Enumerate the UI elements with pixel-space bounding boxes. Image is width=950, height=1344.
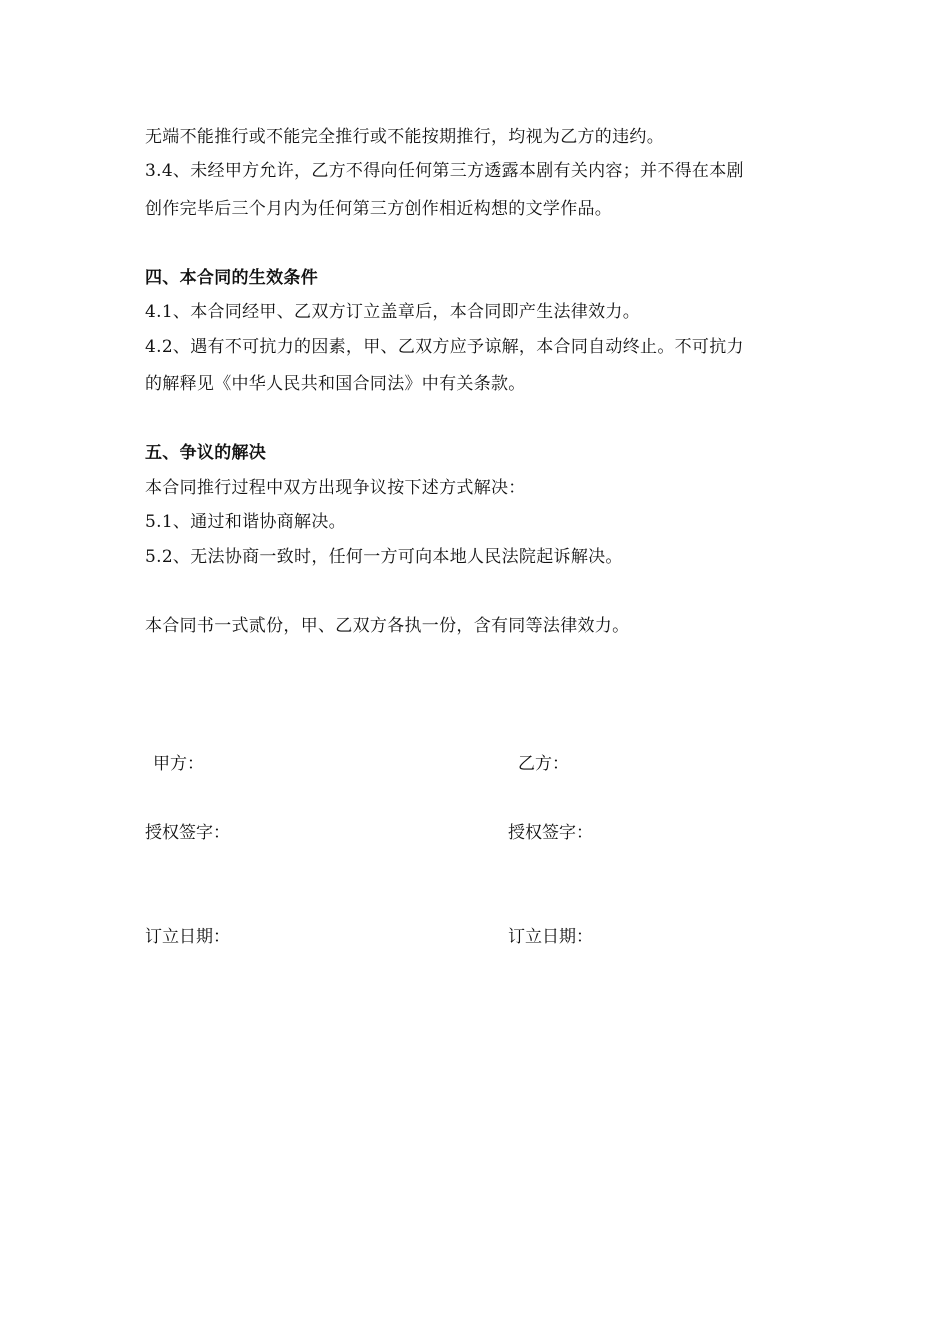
clause-5-1: 5.1、通过和谐协商解决。 xyxy=(145,512,346,532)
clause-5-2: 5.2、无法协商一致时，任何一方可向本地人民法院起诉解决。 xyxy=(145,547,623,567)
closing-statement: 本合同书一式贰份，甲、乙双方各执一份，含有同等法律效力。 xyxy=(145,616,630,636)
section5-intro: 本合同推行过程中双方出现争议按下述方式解决： xyxy=(145,478,526,498)
date-a-label: 订立日期： xyxy=(145,927,230,947)
date-b-label: 订立日期： xyxy=(508,927,593,947)
section3-line1: 无端不能推行或不能完全推行或不能按期推行，均视为乙方的违约。 xyxy=(145,127,664,147)
party-b-label: 乙方： xyxy=(518,754,569,774)
clause-3-4-line1: 3.4、未经甲方允许，乙方不得向任何第三方透露本剧有关内容；并不得在本剧 xyxy=(145,161,744,181)
section4-heading: 四、本合同的生效条件 xyxy=(145,268,318,288)
party-a-label: 甲方： xyxy=(153,754,204,774)
authorized-signature-b-label: 授权签字： xyxy=(508,823,593,843)
section5-heading: 五、争议的解决 xyxy=(145,443,267,463)
clause-3-4-line2: 创作完毕后三个月内为任何第三方创作相近构想的文学作品。 xyxy=(145,199,613,219)
authorized-signature-a-label: 授权签字： xyxy=(145,823,230,843)
clause-4-2-line2: 的解释见《中华人民共和国合同法》中有关条款。 xyxy=(145,374,526,394)
clause-4-2-line1: 4.2、遇有不可抗力的因素，甲、乙双方应予谅解，本合同自动终止。不可抗力 xyxy=(145,337,744,357)
clause-4-1: 4.1、本合同经甲、乙双方订立盖章后，本合同即产生法律效力。 xyxy=(145,302,641,322)
